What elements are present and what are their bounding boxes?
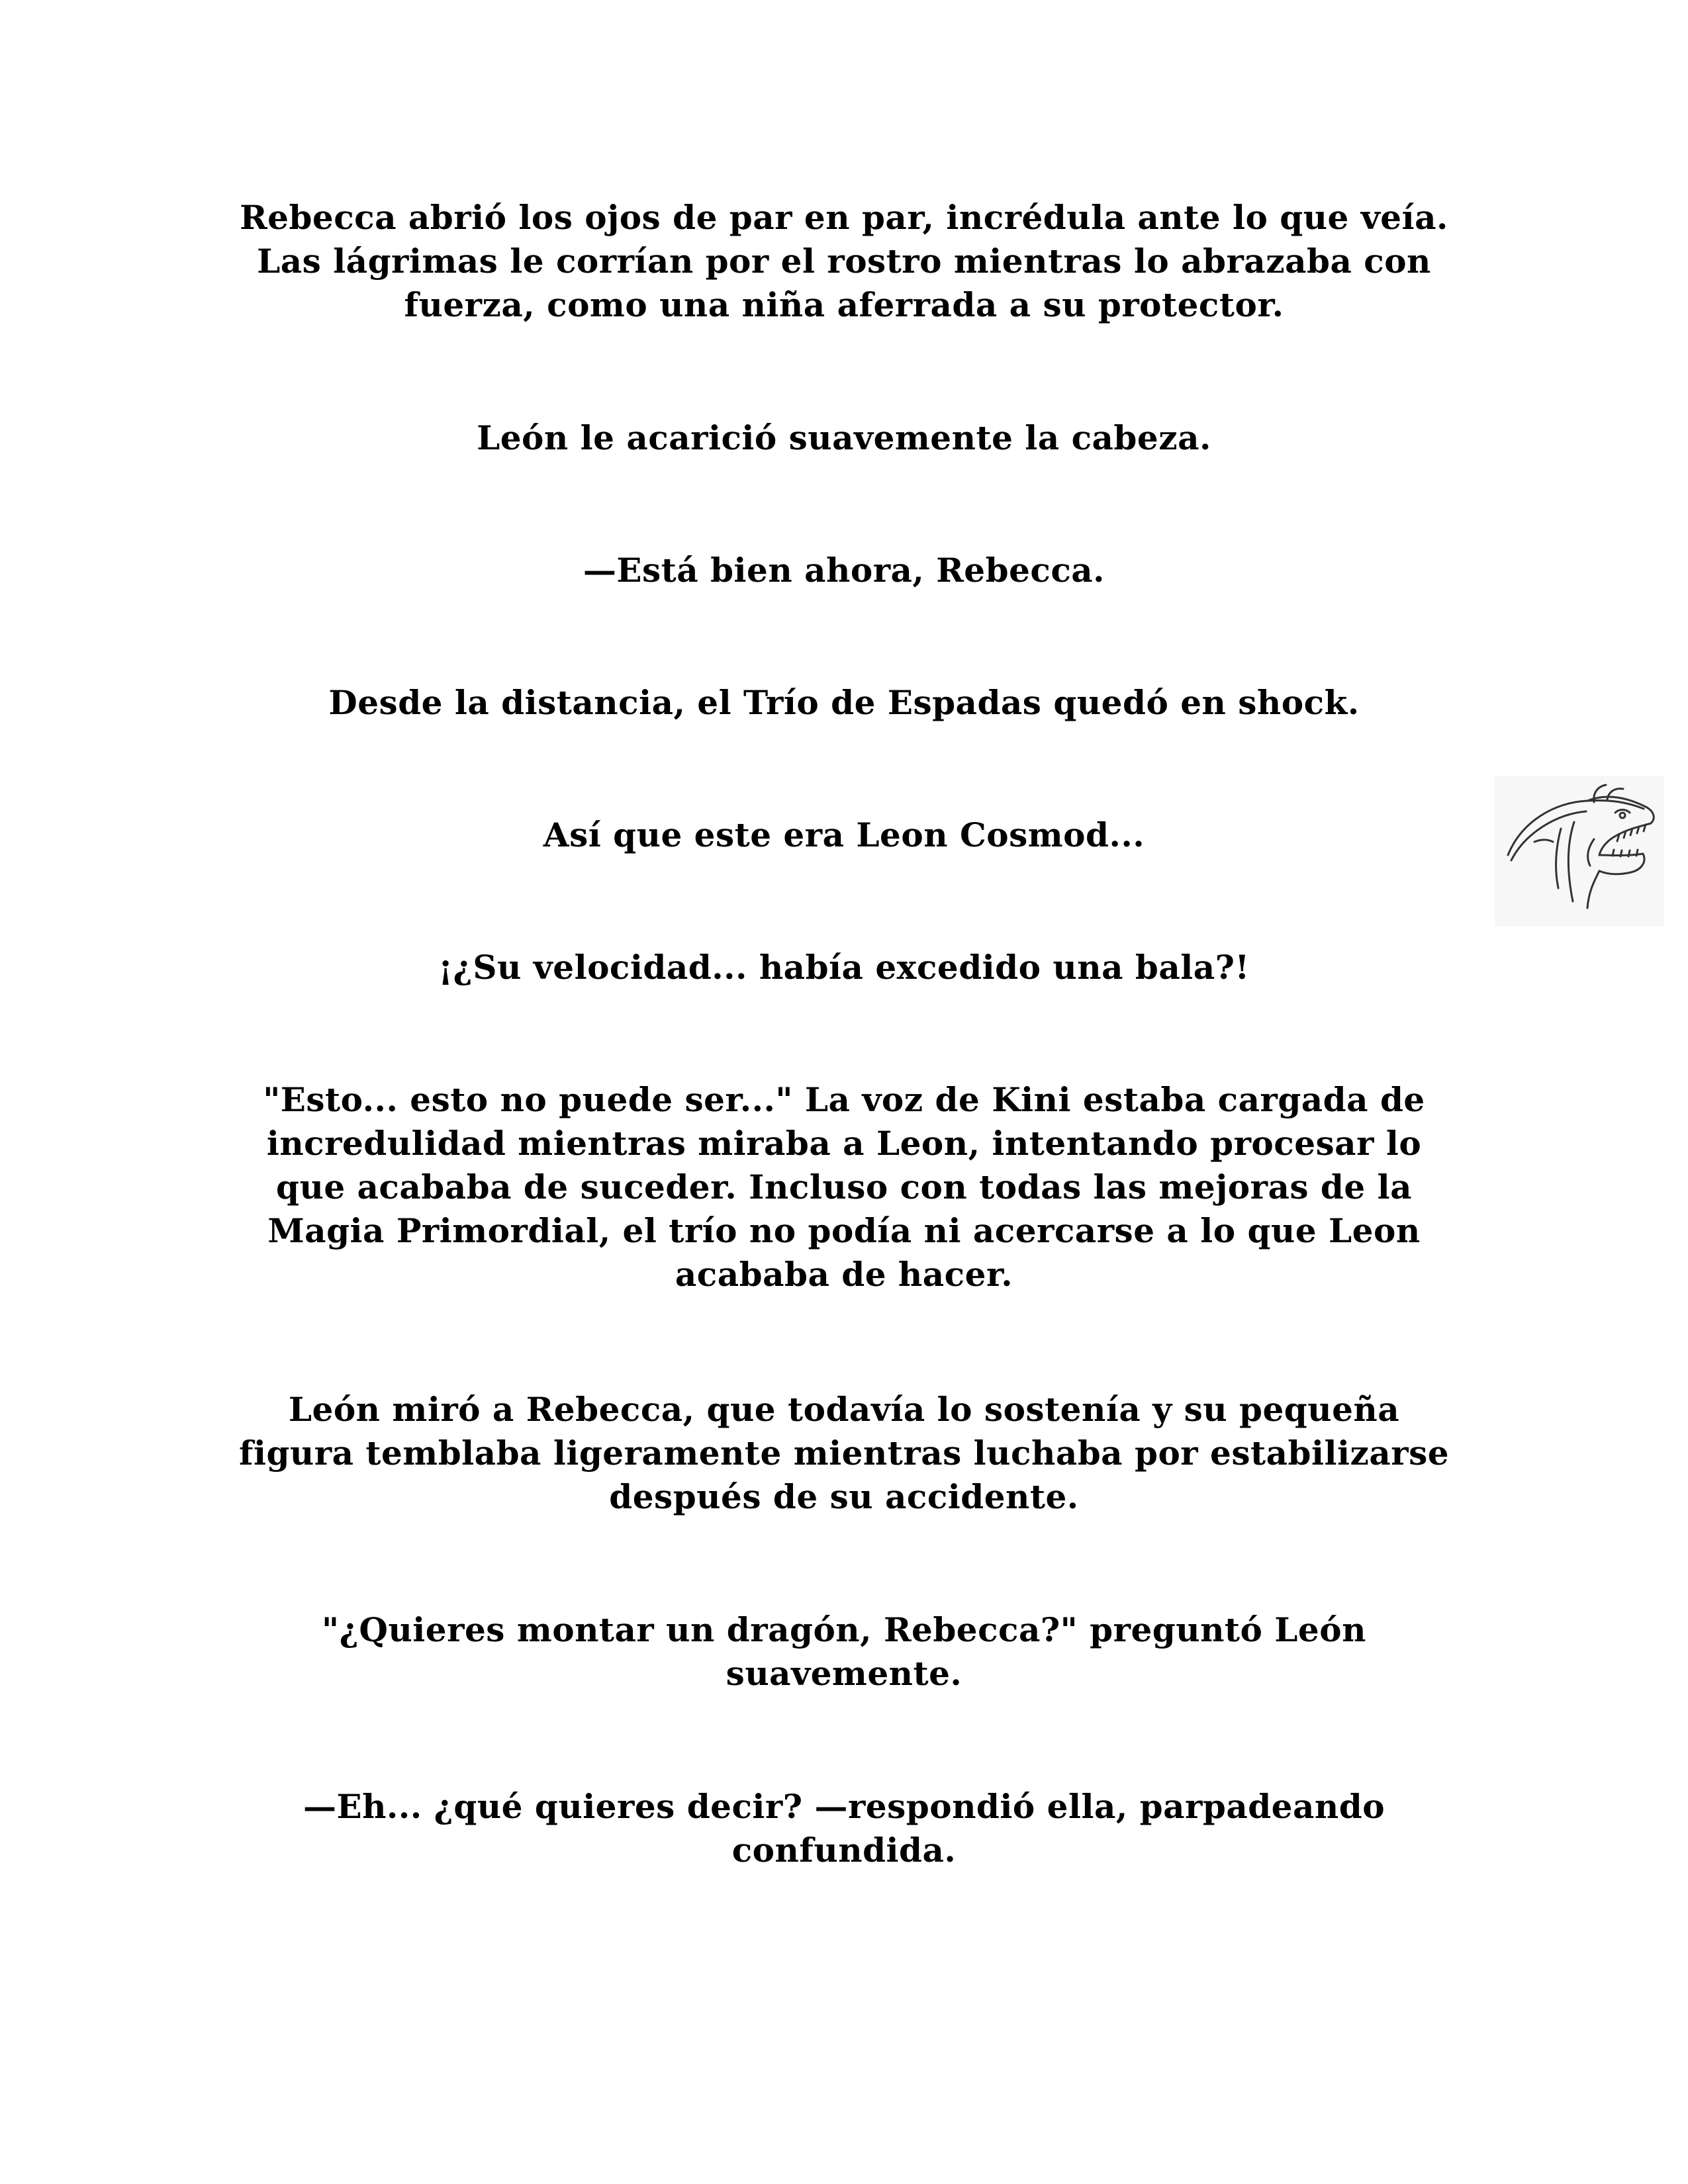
paragraph-2: León le acarició suavemente la cabeza. [477, 418, 1211, 457]
paragraph-10: —Eh... ¿qué quieres decir? —respondió ella, parpadeando confundida. [303, 1787, 1385, 1870]
dragon-head-sketch-icon [1495, 776, 1664, 927]
paragraph-1: Rebecca abrió los ojos de par en par, incrédula ante lo que veía. Las lágrimas le corrían por el rostro mientras lo abrazaba con fuerza, como una niña aferrada a su protector. [240, 198, 1448, 324]
paragraph-5: Así que este era Leon Cosmod... [543, 815, 1145, 854]
paragraph-6: ¡¿Su velocidad... había excedido una bala?! [438, 948, 1250, 987]
paragraph-8: León miró a Rebecca, que todavía lo sostenía y su pequeña figura temblaba ligeramente mientras luchaba por estabilizarse después de su accidente. [238, 1390, 1450, 1516]
paragraph-9: "¿Quieres montar un dragón, Rebecca?" preguntó León suavemente. [322, 1610, 1366, 1693]
paragraph-7: "Esto... esto no puede ser..." La voz de Kini estaba cargada de incredulidad mientras miraba a Leon, intentando procesar lo que acababa de suceder. Incluso con todas las mejoras de la Magia Primordial, el trío no podía ni acercarse a lo que Leon acababa de hacer. [263, 1080, 1425, 1294]
paragraph-3: —Está bien ahora, Rebecca. [583, 551, 1105, 590]
paragraph-4: Desde la distancia, el Trío de Espadas quedó en shock. [328, 683, 1360, 722]
